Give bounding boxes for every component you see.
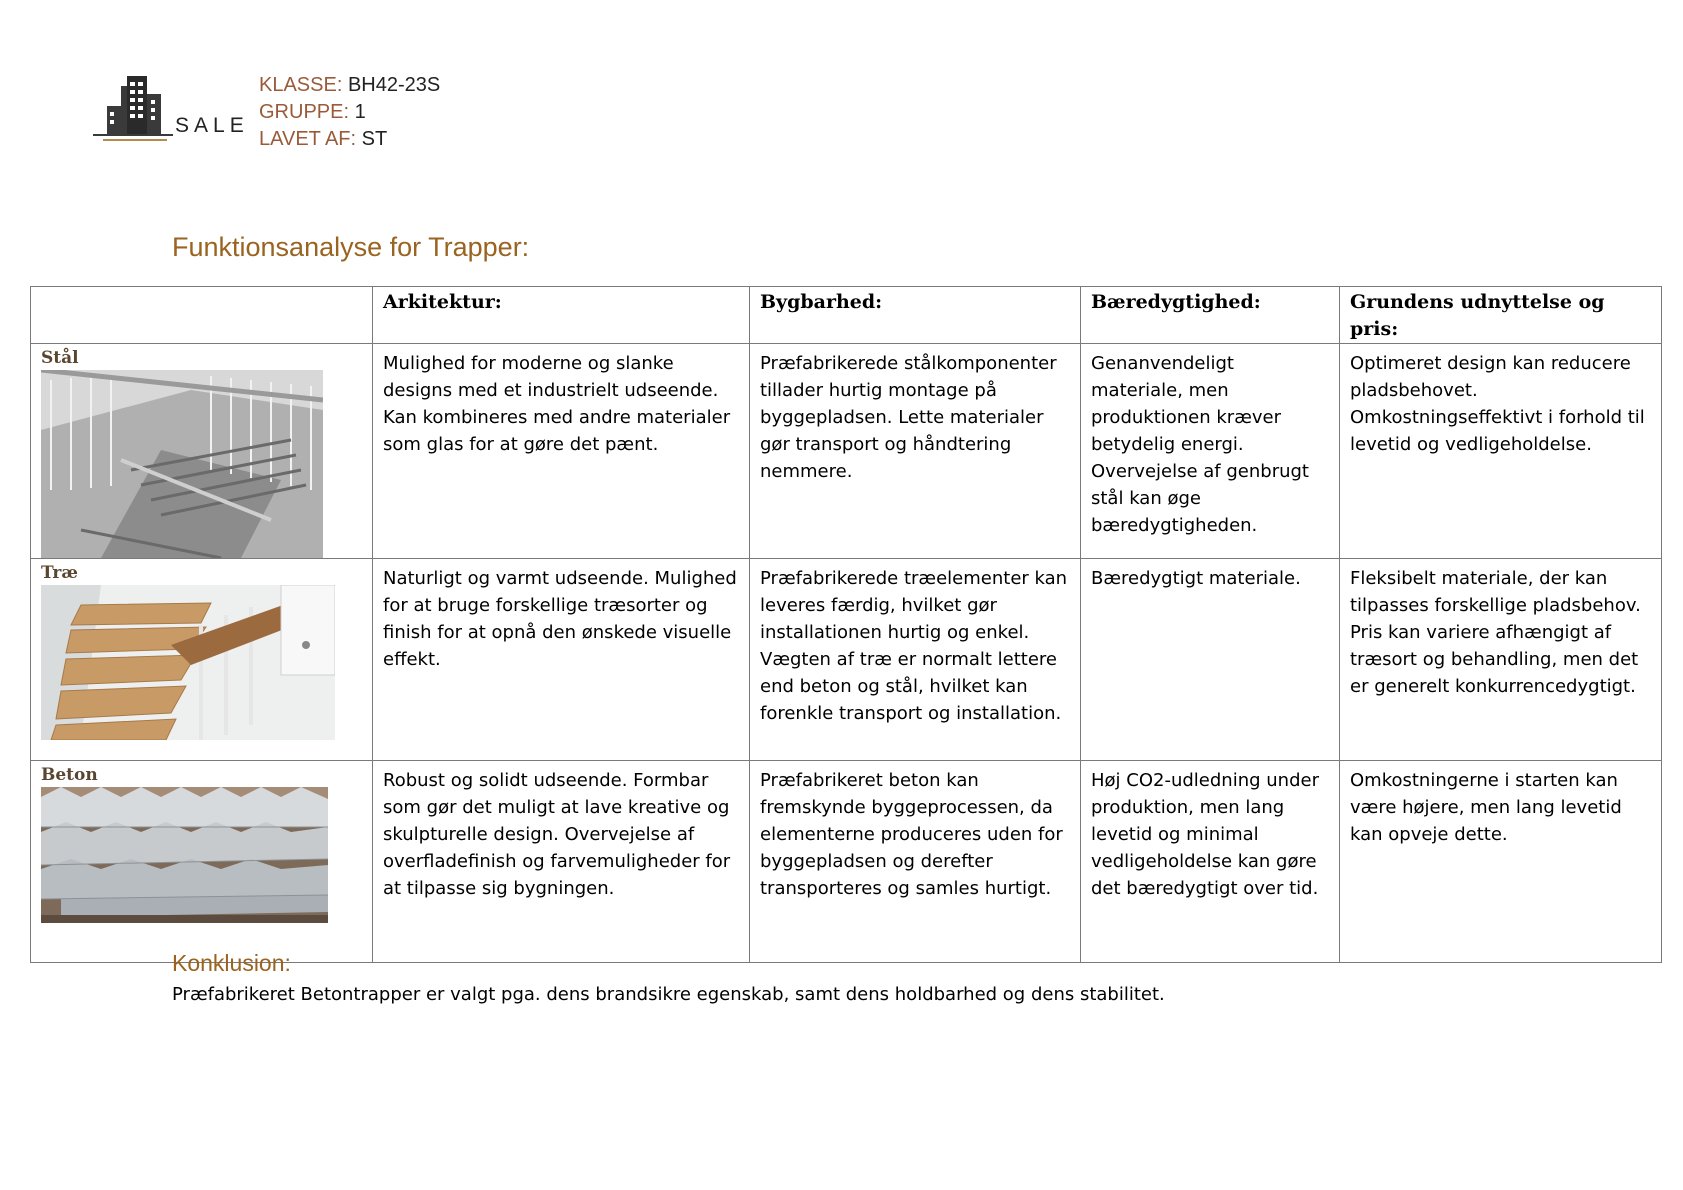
gruppe-label: GRUPPE: xyxy=(259,101,350,123)
trae-bygbarhed: Præfabrikerede træelementer kan leveres færdig, hvilket gør installationen hurtig og enkel. Vægten af træ er normalt lettere end beton og stål, hvilket kan forenkle transport og installation. xyxy=(750,559,1081,761)
table-header-row xyxy=(31,287,1662,344)
header-arkitektur: Arkitektur: xyxy=(373,287,750,344)
concrete-stair-photo xyxy=(41,787,328,923)
staal-arkitektur: Mulighed for moderne og slanke designs med et industrielt udseende. Kan kombineres med andre materialer som glas for at gøre det pænt. xyxy=(373,344,750,559)
beton-arkitektur: Robust og solidt udseende. Formbar som gør det muligt at lave kreative og skulpturelle design. Overvejelse af overfladefinish og farvemuligheder for at tilpasse sig bygningen. xyxy=(373,761,750,963)
header-bygbarhed: Bygbarhed: xyxy=(750,287,1081,344)
document-header xyxy=(93,72,493,152)
table-row-trae xyxy=(31,559,1662,761)
function-analysis-table xyxy=(30,286,1662,963)
page-title: Funktionsanalyse for Trapper: xyxy=(172,232,530,262)
document-meta xyxy=(259,72,440,153)
trae-arkitektur: Naturligt og varmt udseende. Mulighed for at bruge forskellige træsorter og finish for at opnå den ønskede visuelle effekt. xyxy=(373,559,750,761)
conclusion-text: Præfabrikeret Betontrapper er valgt pga. dens brandsikre egenskab, samt dens holdbarhed og dens stabilitet. xyxy=(172,984,1165,1005)
klasse-line xyxy=(259,72,440,99)
gruppe-line xyxy=(259,99,440,126)
beton-baeredygtighed: Høj CO2-udledning under produktion, men lang levetid og minimal vedligeholdelse kan gøre det bæredygtigt over tid. xyxy=(1081,761,1340,963)
header-grund-pris: Grundens udnyttelse og pris: xyxy=(1340,287,1662,344)
material-cell-beton xyxy=(31,761,373,963)
material-cell-staal xyxy=(31,344,373,559)
material-name: Træ xyxy=(41,563,78,583)
klasse-value: BH42-23S xyxy=(347,74,441,96)
staal-bygbarhed: Præfabrikerede stålkomponenter tillader hurtig montage på byggepladsen. Lette materialer gør transport og håndtering nemmere. xyxy=(750,344,1081,559)
staal-baeredygtighed: Genanvendeligt materiale, men produktionen kræver betydelig energi. Overvejelse af genbrugt stål kan øge bæredygtigheden. xyxy=(1081,344,1340,559)
trae-grund: Fleksibelt materiale, der kan tilpasses forskellige pladsbehov. Pris kan variere afhængigt af træsort og behandling, men det er generelt konkurrencedygtigt. xyxy=(1340,559,1662,761)
material-name: Beton xyxy=(41,765,98,785)
beton-bygbarhed: Præfabrikeret beton kan fremskynde byggeprocessen, da elementerne produceres uden for byggepladsen og derefter transporteres og samles hurtigt. xyxy=(750,761,1081,963)
header-baeredygtighed: Bæredygtighed: xyxy=(1081,287,1340,344)
klasse-label: KLASSE: xyxy=(259,74,343,96)
table-row-beton xyxy=(31,761,1662,963)
table-row-staal xyxy=(31,344,1662,559)
wood-stair-photo xyxy=(41,585,335,740)
beton-grund: Omkostningerne i starten kan være højere, men lang levetid kan opveje dette. xyxy=(1340,761,1662,963)
staal-grund: Optimeret design kan reducere pladsbehovet. Omkostningseffektivt i forhold til levetid og vedligeholdelse. xyxy=(1340,344,1662,559)
lavet-label: LAVET AF: xyxy=(259,128,357,150)
header-cell-empty xyxy=(31,287,373,344)
lavet-line xyxy=(259,126,440,153)
steel-stair-photo xyxy=(41,370,323,558)
lavet-value: ST xyxy=(361,128,388,150)
gruppe-value: 1 xyxy=(354,101,366,123)
logo-text: SALE xyxy=(175,114,249,137)
material-cell-trae xyxy=(31,559,373,761)
trae-baeredygtighed: Bæredygtigt materiale. xyxy=(1081,559,1340,761)
material-name: Stål xyxy=(41,348,79,368)
conclusion-heading: Konklusion: xyxy=(172,950,291,976)
